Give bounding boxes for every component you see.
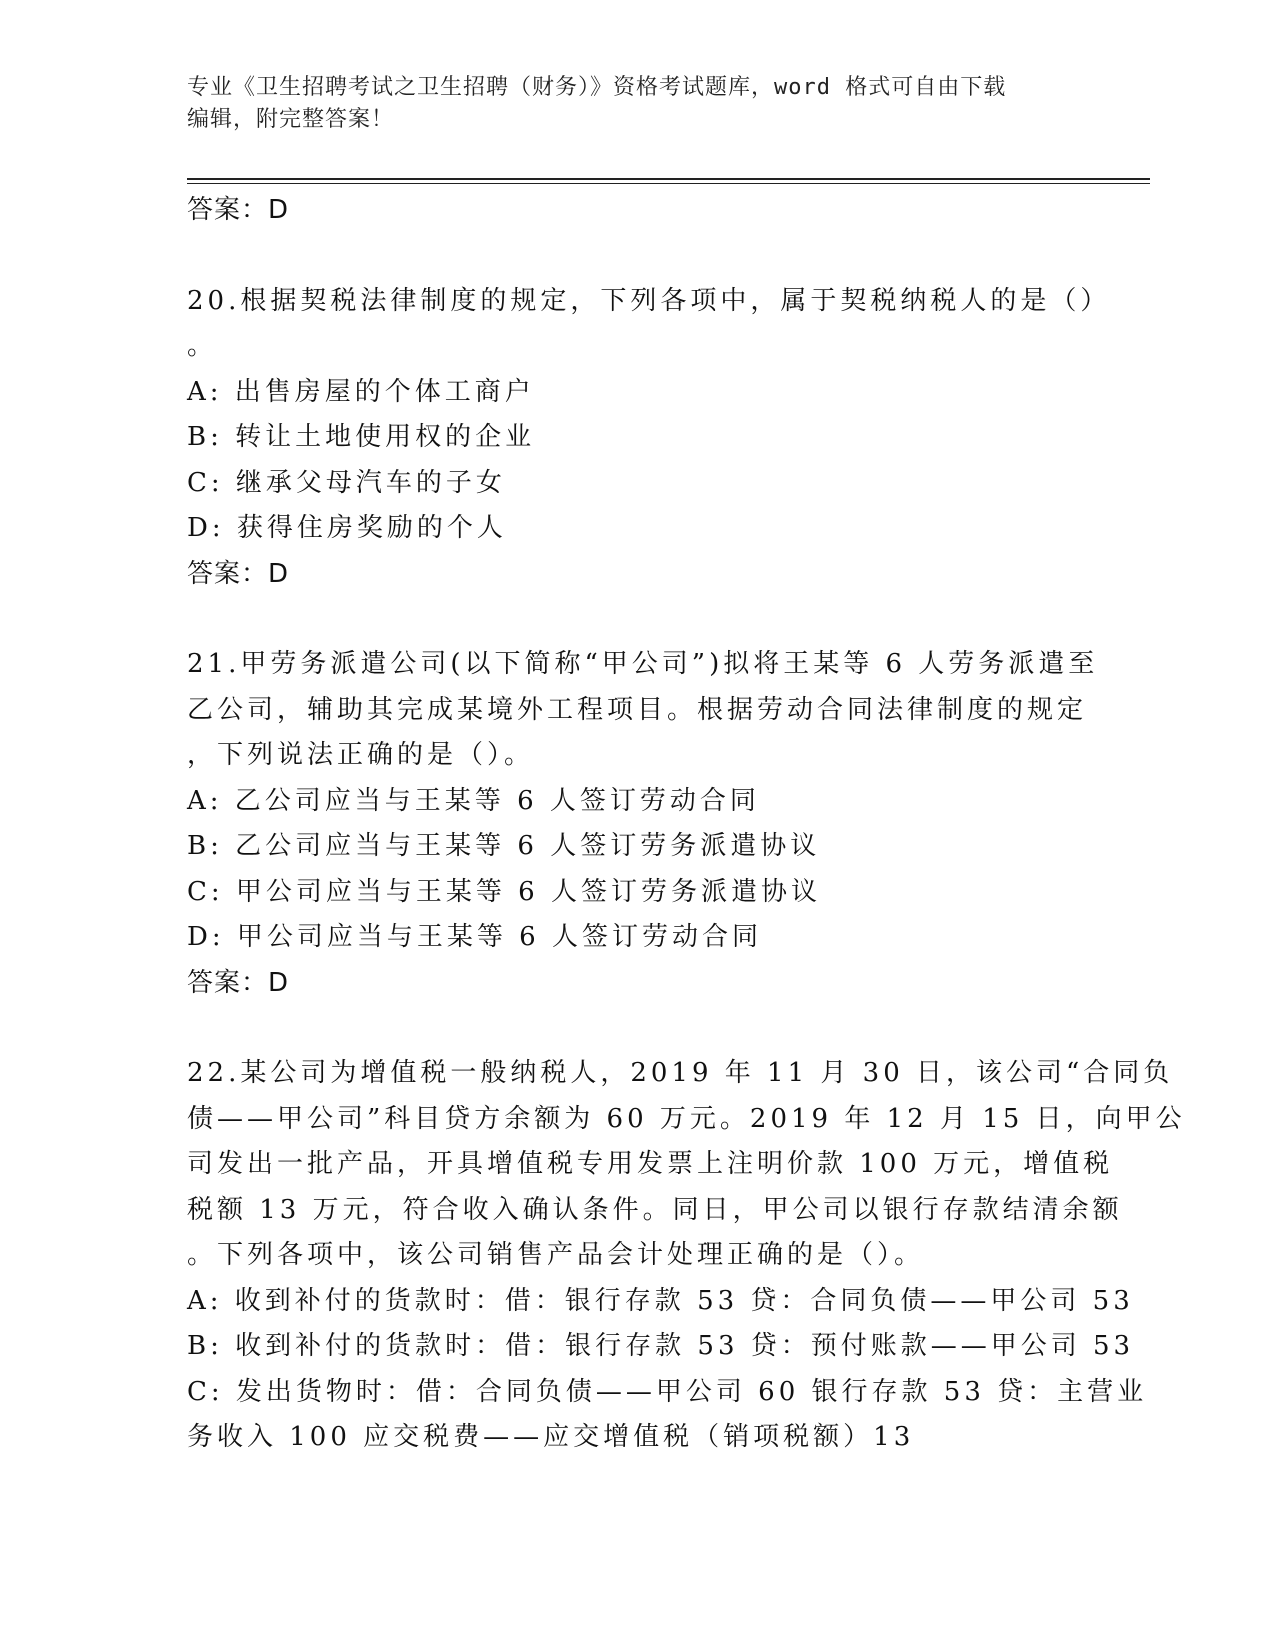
question-stem-line: 债——甲公司”科目贷方余额为 60 万元。2019 年 12 月 15 日，向甲公 xyxy=(187,1103,1186,1134)
option-b: B: 转让土地使用权的企业 xyxy=(187,422,536,452)
option-b: B: 收到补付的货款时：借：银行存款 53 贷：预付账款——甲公司 53 xyxy=(187,1331,1135,1361)
question-stem-line: 乙公司，辅助其完成某境外工程项目。根据劳动合同法律制度的规定 xyxy=(187,694,1088,725)
question-stem-line: 21.甲劳务派遣公司(以下简称“甲公司”)拟将王某等 6 人劳务派遣至 xyxy=(187,649,1099,679)
option-a: A: 出售房屋的个体工商户 xyxy=(187,376,535,407)
option-c: C: 继承父母汽车的子女 xyxy=(187,467,506,498)
question-20 xyxy=(187,279,1111,598)
option-c: C: 发出货物时：借：合同负债——甲公司 60 银行存款 53 贷：主营业 xyxy=(187,1376,1148,1407)
header-rule-thick xyxy=(187,178,1150,180)
answer-21: 答案：D xyxy=(187,967,290,998)
option-c: C: 甲公司应当与王某等 6 人签订劳务派遣协议 xyxy=(187,876,821,907)
page-header xyxy=(187,72,1087,136)
answer-20: 答案：D xyxy=(187,558,290,589)
question-stem-line: 20.根据契税法律制度的规定，下列各项中，属于契税纳税人的是（） xyxy=(187,285,1111,316)
header-line-1: 专业《卫生招聘考试之卫生招聘（财务）》资格考试题库，word 格式可自由下载 xyxy=(187,75,1007,100)
question-stem-line: 。下列各项中，该公司销售产品会计处理正确的是（）。 xyxy=(187,1240,925,1270)
question-stem-line: 22.某公司为增值税一般纳税人，2019 年 11 月 30 日，该公司“合同负 xyxy=(187,1058,1174,1088)
header-rule-thin xyxy=(187,183,1150,184)
question-21 xyxy=(187,642,1099,1006)
option-b: B: 乙公司应当与王某等 6 人签订劳务派遣协议 xyxy=(187,831,821,861)
question-stem-line: 税额 13 万元，符合收入确认条件。同日，甲公司以银行存款结清余额 xyxy=(187,1194,1123,1225)
question-stem-line: ，下列说法正确的是（）。 xyxy=(187,740,535,770)
answer-19: 答案：D xyxy=(187,195,290,225)
header-line-2: 编辑，附完整答案！ xyxy=(187,107,395,132)
question-stem-line: 司发出一批产品，开具增值税专用发票上注明价款 100 万元，增值税 xyxy=(187,1149,1114,1179)
question-content xyxy=(187,188,1186,1461)
option-d: D: 获得住房奖励的个人 xyxy=(187,513,507,543)
question-22 xyxy=(187,1051,1186,1461)
option-a: A: 乙公司应当与王某等 6 人签订劳动合同 xyxy=(187,785,760,816)
question-stem-line: 。 xyxy=(187,331,218,361)
option-c-continued: 务收入 100 应交税费——应交增值税（销项税额）13 xyxy=(187,1422,915,1452)
option-a: A: 收到补付的货款时：借：银行存款 53 贷：合同负债——甲公司 53 xyxy=(187,1285,1134,1316)
option-d: D: 甲公司应当与王某等 6 人签订劳动合同 xyxy=(187,922,762,952)
